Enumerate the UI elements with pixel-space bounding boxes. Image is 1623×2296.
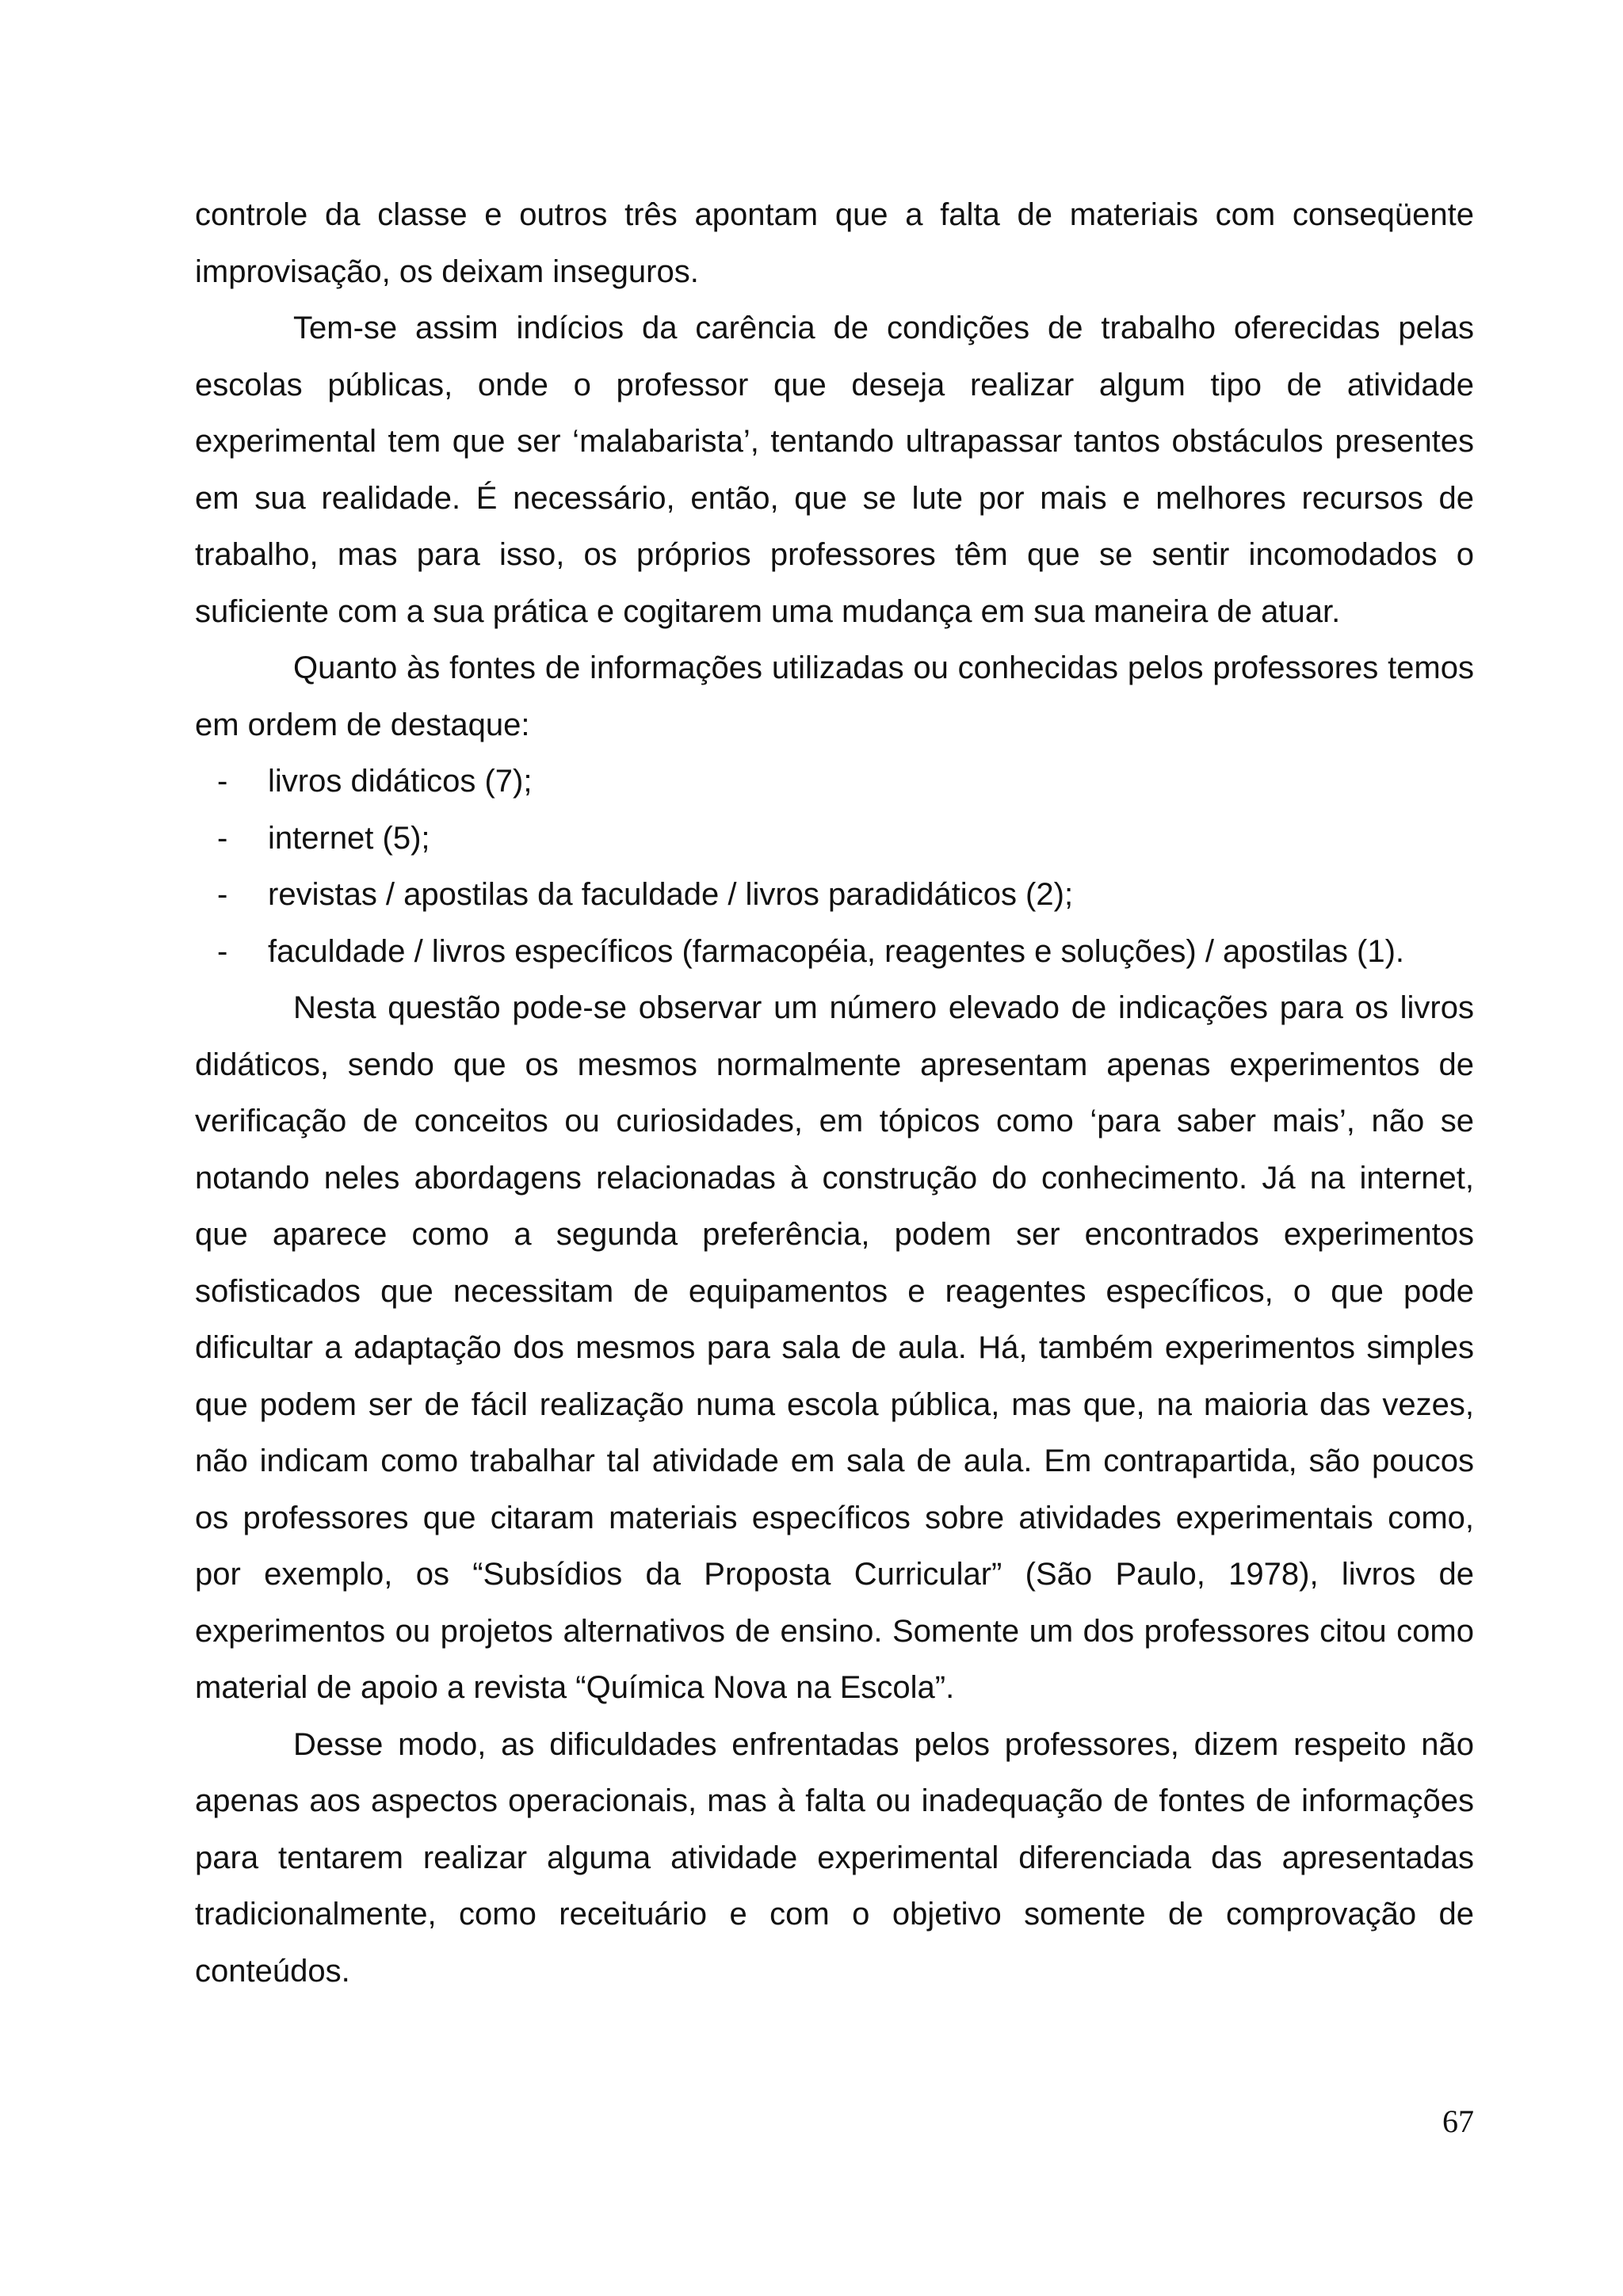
bullet-dash: -	[217, 764, 228, 799]
body-text	[195, 187, 1474, 2000]
list-item	[195, 867, 1474, 924]
paragraph-information-sources-intro: Quanto às fontes de informações utilizadas ou conhecidas pelos professores temos em ordem de destaque:	[195, 650, 1474, 742]
list-item	[195, 753, 1474, 810]
bullet-dash: -	[217, 820, 228, 856]
list-item	[195, 810, 1474, 868]
list-item-text: livros didáticos (7);	[268, 764, 533, 799]
paragraph-continuation: controle da classe e outros três apontam que a falta de materiais com conseqüente improvisação, os deixam inseguros.	[195, 197, 1474, 289]
bullet-dash: -	[217, 933, 228, 969]
list-item-text: internet (5);	[268, 820, 430, 856]
bullet-dash: -	[217, 877, 228, 912]
paragraph-working-conditions: Tem-se assim indícios da carência de condições de trabalho oferecidas pelas escolas públicas, onde o professor que deseja realizar algum tipo de atividade experimental tem que ser ‘malabarista’, tentando ultrapassar tantos obstáculos presentes em sua realidade. É necessário, então, que se lute por mais e melhores recursos de trabalho, mas para isso, os próprios professores têm que se sentir incomodados o suficiente com a sua prática e cogitarem uma mudança em sua maneira de atuar.	[195, 311, 1474, 629]
list-item	[195, 924, 1474, 981]
page-number: 67	[1442, 2103, 1474, 2139]
paragraph-textbooks-analysis: Nesta questão pode-se observar um número elevado de indicações para os livros didáticos, sendo que os mesmos normalmente apresentam apenas experimentos de verificação de conceitos ou curiosidades, em tópicos como ‘para saber mais’, não se notando neles abordagens relacionadas à construção do conhecimento. Já na internet, que aparece como a segunda preferência, podem ser encontrados experimentos sofisticados que necessitam de equipamentos e reagentes específicos, o que pode dificultar a adaptação dos mesmos para sala de aula. Há, também experimentos simples que podem ser de fácil realização numa escola pública, mas que, na maioria das vezes, não indicam como trabalhar tal atividade em sala de aula. Em contrapartida, são poucos os professores que citaram materiais específicos sobre atividades experimentais como, por exemplo, os “Subsídios da Proposta Curricular” (São Paulo, 1978), livros de experimentos ou projetos alternativos de ensino. Somente um dos professores citou como material de apoio a revista “Química Nova na Escola”.	[195, 990, 1474, 1705]
list-item-text: faculdade / livros específicos (farmacopéia, reagentes e soluções) / apostilas (1).	[268, 933, 1405, 969]
list-item-text: revistas / apostilas da faculdade / livros paradidáticos (2);	[268, 877, 1074, 912]
paragraph-conclusion: Desse modo, as dificuldades enfrentadas pelos professores, dizem respeito não apenas aos aspectos operacionais, mas à falta ou inadequação de fontes de informações para tentarem realizar alguma atividade experimental diferenciada das apresentadas tradicionalmente, como receituário e com o objetivo somente de comprovação de conteúdos.	[195, 1726, 1474, 1989]
information-sources-list	[195, 753, 1474, 980]
